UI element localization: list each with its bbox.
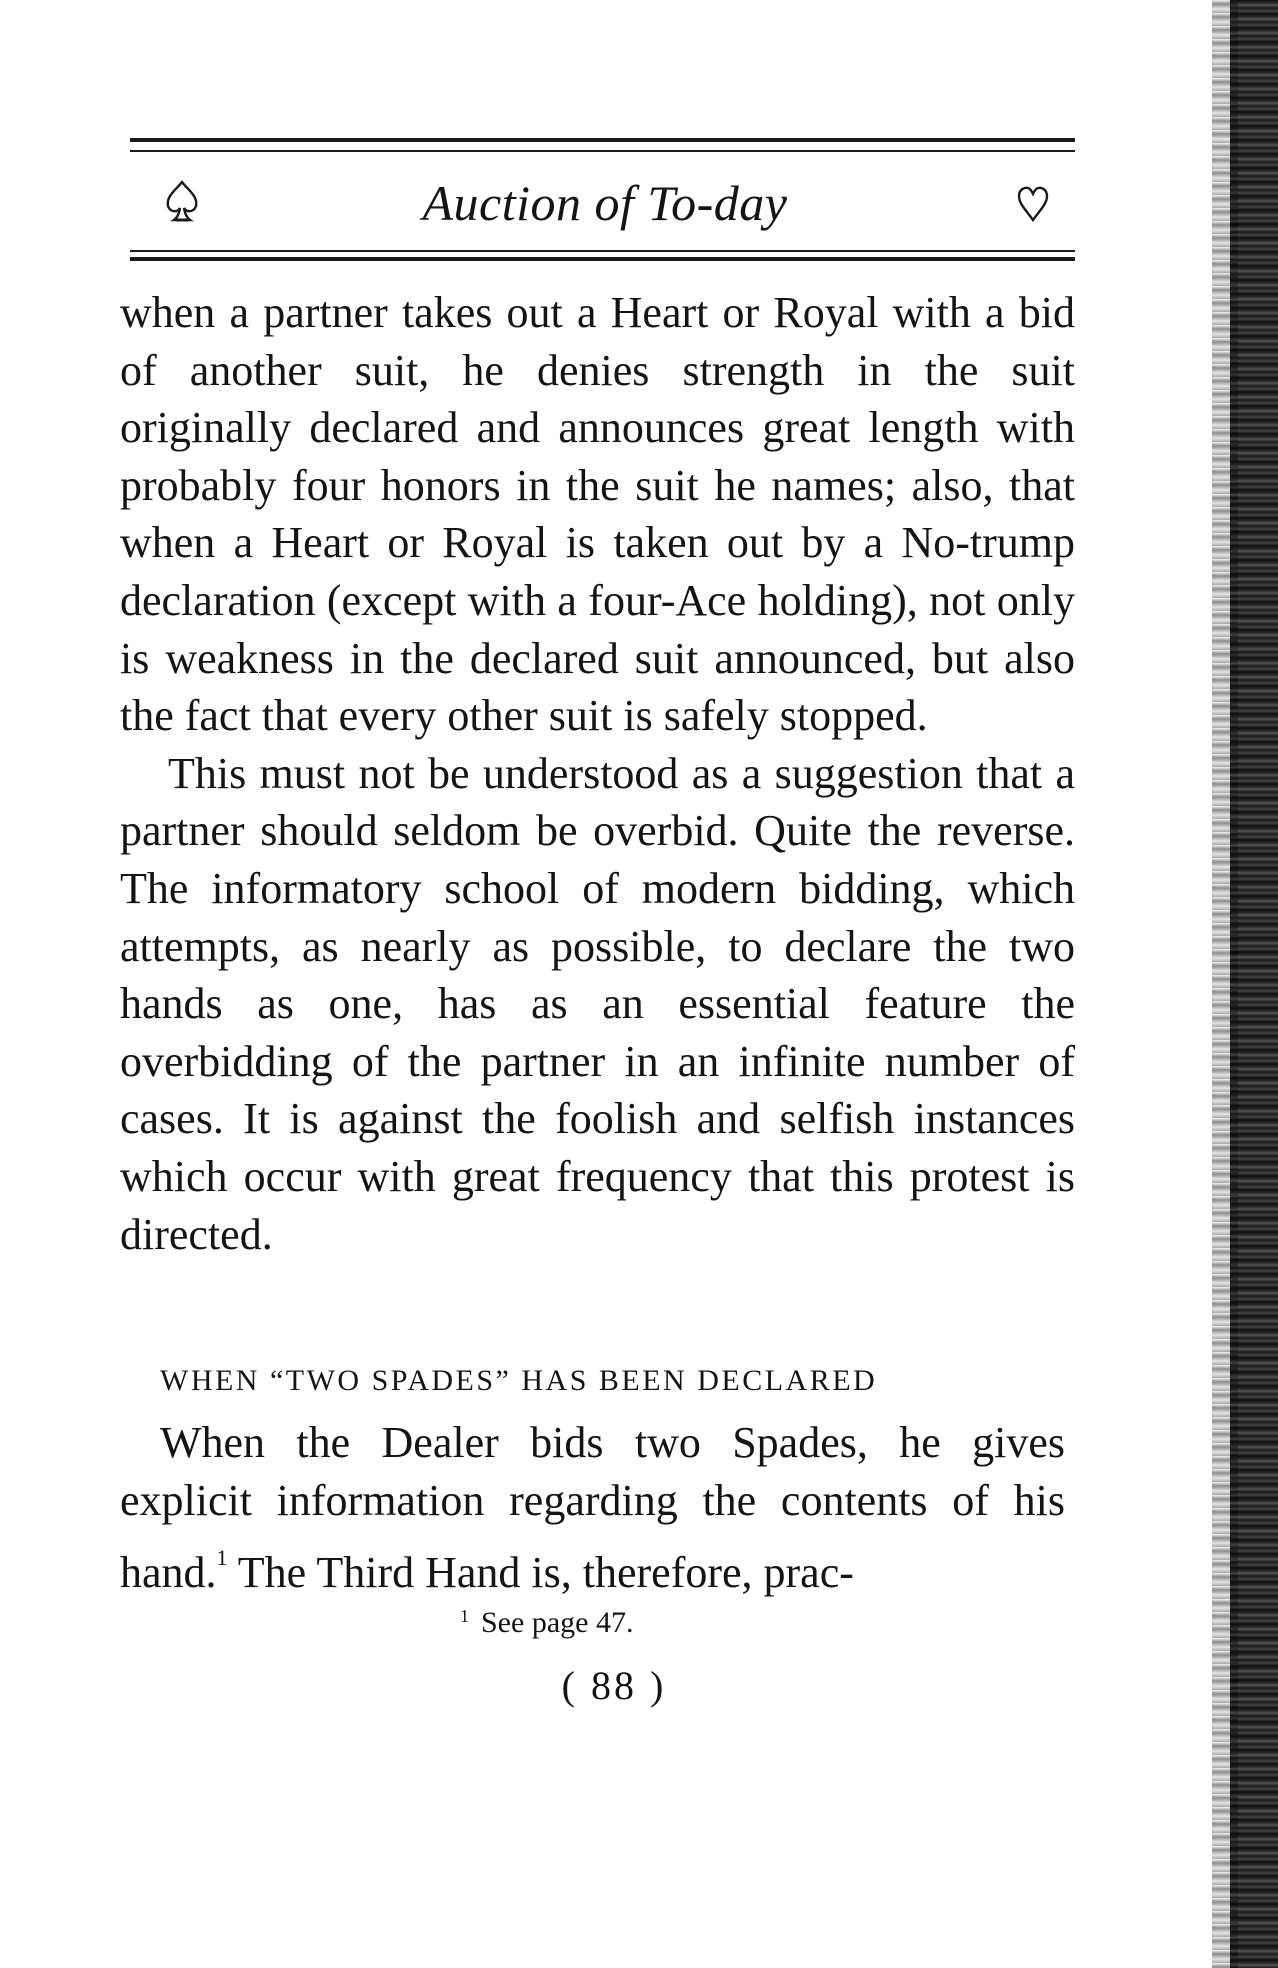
section-body: [120, 1414, 1065, 1602]
paragraph: This must not be understood as a suggestion that a partner should seldom be overbid. Quite the reverse. The informatory school of modern bidding, which attempts, as nearly as possible, to declare the two hands as one, has as an essential feature the overbidding of the partner in an infinite number of cases. It is against the foolish and selfish instances which occur with great frequency that this protest is directed.: [120, 748, 1075, 1259]
header-rule-bottom-thin: [130, 250, 1075, 252]
section-text-start: When the Dealer bids two Spades, he gives explicit information regarding the contents of his hand.: [120, 1418, 1065, 1598]
page-number: ( 88 ): [561, 1663, 667, 1708]
paragraph-continued: when a partner takes out a Heart or Royal with a bid of another suit, he denies strength in the suit originally declared and announces great length with probably four honors in the suit he names; also, that when a Heart or Royal is taken out by a No-trump declaration (except with a four-Ace holding), not only is weakness in the declared suit announced, but also the fact that every other suit is safely stopped.: [120, 288, 1075, 741]
footnote-mark: 1: [460, 1606, 469, 1626]
footnote-text: See page 47.: [481, 1606, 634, 1639]
body-text: [120, 284, 1075, 1263]
footnote-reference: 1: [216, 1545, 228, 1571]
footnote: [460, 1606, 633, 1640]
heart-icon: [1016, 184, 1050, 224]
header-rule-top-thick: [130, 138, 1075, 142]
header-rule-top-thin: [130, 150, 1075, 152]
running-header: [150, 170, 1060, 240]
section-paragraph: [120, 1414, 1065, 1602]
header-rule-bottom-thick: [130, 257, 1075, 261]
running-title: Auction of To-day: [422, 175, 788, 231]
section-text-end: The Third Hand is, therefore, prac-: [227, 1548, 854, 1598]
section-heading: WHEN “TWO SPADES” HAS BEEN DECLARED: [160, 1364, 878, 1397]
